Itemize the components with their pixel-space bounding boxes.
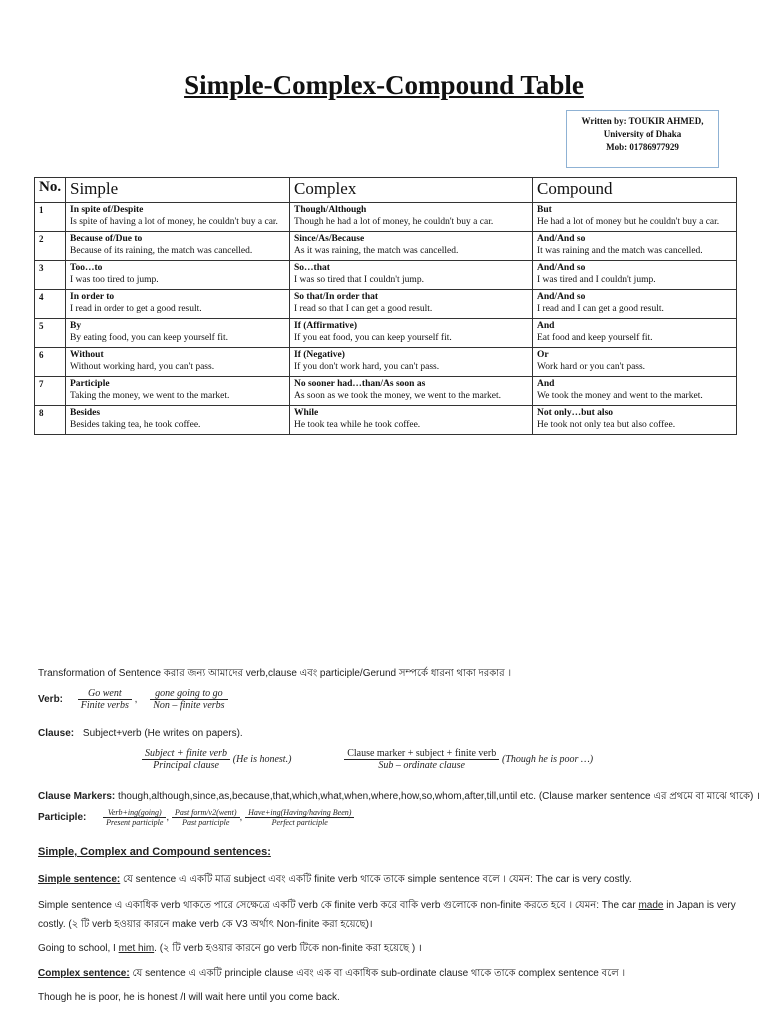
compound-connector: Not only…but also xyxy=(537,408,614,418)
complex-cell xyxy=(290,232,533,261)
complex-connector: If (Affirmative) xyxy=(294,321,358,331)
complex-connector: Since/As/Because xyxy=(294,234,365,244)
row-number-cell xyxy=(35,319,66,348)
complex-cell xyxy=(290,203,533,232)
simple-example: I was too tired to jump. xyxy=(70,275,159,285)
row-number: 5 xyxy=(39,321,44,331)
compound-cell xyxy=(533,203,737,232)
row-number: 3 xyxy=(39,263,44,273)
row-number: 8 xyxy=(39,408,44,418)
principal-clause-fraction xyxy=(142,748,230,771)
compound-example: Work hard or you can't pass. xyxy=(537,362,646,372)
complex-connector: While xyxy=(294,408,319,418)
complex-connector: Though/Although xyxy=(294,205,367,215)
sentence-table xyxy=(34,177,737,435)
complex-cell xyxy=(290,261,533,290)
table-row xyxy=(35,261,737,290)
simple-cell xyxy=(66,261,290,290)
past-participle-label: Past participle xyxy=(182,818,230,827)
complex-example: Though he had a lot of money, he couldn't buy a car. xyxy=(294,217,494,227)
complex-cell xyxy=(290,377,533,406)
complex-connector: So that/In order that xyxy=(294,292,379,302)
simple-example: I read in order to get a good result. xyxy=(70,304,202,314)
past-participle-fraction xyxy=(172,808,240,827)
row-number: 4 xyxy=(39,292,44,302)
table-row xyxy=(35,319,737,348)
simple-sentence-def xyxy=(38,872,632,889)
table-row xyxy=(35,377,737,406)
simple-sentence-note xyxy=(38,898,736,915)
simple-cell xyxy=(66,377,290,406)
header-simple: Simple xyxy=(66,178,290,203)
row-number-cell xyxy=(35,232,66,261)
simple-cell xyxy=(66,406,290,435)
compound-example: I was tired and I couldn't jump. xyxy=(537,275,656,285)
clause-markers-label: Clause Markers: xyxy=(38,791,116,802)
subordinate-clause-example: (Though he is poor …) xyxy=(501,754,594,766)
simple-example: Because of its raining, the match was cancelled. xyxy=(70,246,253,256)
complex-sentence-text: যে sentence এ একটি principle clause এবং এক বা একাধিক sub-ordinate clause থাকে তাকে complex sentence বলে । xyxy=(132,968,626,979)
intro-text: Transformation of Sentence করার জন্য আমাদের verb,clause এবং participle/Gerund সম্পর্কে ধারনা থাকা দরকার । xyxy=(38,668,512,679)
compound-cell xyxy=(533,406,737,435)
row-number: 7 xyxy=(39,379,44,389)
simple-cell xyxy=(66,232,290,261)
past-participle-example: Past form/v2(went) xyxy=(172,808,240,818)
complex-cell xyxy=(290,406,533,435)
row-number-cell xyxy=(35,261,66,290)
verb-line: Verb: $\frac{\text{Go went}}{\text{Finite verbs}}$ , $\frac{\text{gone going to go}}{\text{Non – finite verbs}}$ xyxy=(38,688,228,711)
clause-label: Clause: xyxy=(38,728,75,739)
participle-line: Participle: $\frac{\text{Verb+ing(going)}}{\text{Present participle}}$ , $\frac{\text{Past form/v2(went)}}{\text{Past participle}}$ , $\frac{\text{Have+ing(Having/having Been)}}{\text{Perfect participle}}$ xyxy=(38,808,354,827)
table-row xyxy=(35,232,737,261)
present-participle-example: Verb+ing(going) xyxy=(103,808,166,818)
simple-note-part2: in Japan is very xyxy=(663,900,736,911)
row-number: 1 xyxy=(39,205,44,215)
table-row xyxy=(35,203,737,232)
row-number-cell xyxy=(35,290,66,319)
going-part2: . (২ টি verb হওয়ার কারনে go verb টিকে non-finite করা হয়েছে ) । xyxy=(154,943,422,954)
complex-example: I was so tired that I couldn't jump. xyxy=(294,275,424,285)
complex-connector: So…that xyxy=(294,263,330,273)
compound-connector: But xyxy=(537,205,552,215)
subordinate-clause-label: Sub – ordinate clause xyxy=(378,760,465,771)
simple-cell xyxy=(66,348,290,377)
compound-example: We took the money and went to the market. xyxy=(537,391,703,401)
table-row xyxy=(35,348,737,377)
principal-clause-formula: Subject + finite verb xyxy=(142,748,230,760)
complex-example: As it was raining, the match was cancelled. xyxy=(294,246,459,256)
table-row xyxy=(35,406,737,435)
clause-definition: Subject+verb (He writes on papers). xyxy=(82,728,243,739)
present-participle-fraction xyxy=(103,808,166,827)
complex-example: As soon as we took the money, we went to the market. xyxy=(294,391,502,401)
simple-example: By eating food, you can keep yourself fit. xyxy=(70,333,229,343)
complex-sentence-example: Though he is poor, he is honest /I will wait here until you come back. xyxy=(38,992,340,1003)
simple-connector: In spite of/Despite xyxy=(70,205,144,215)
compound-example: Eat food and keep yourself fit. xyxy=(537,333,653,343)
complex-cell xyxy=(290,348,533,377)
clause-markers-line xyxy=(38,788,760,806)
clause-types-line xyxy=(142,748,593,771)
compound-cell xyxy=(533,348,737,377)
simple-sentence-note-cont: costly. (২ টি verb হওয়ার কারনে make verb কে V3 অর্থাৎ Non-finite করা হয়েছে)। xyxy=(38,919,373,930)
compound-cell xyxy=(533,319,737,348)
simple-connector: By xyxy=(70,321,82,331)
compound-cell xyxy=(533,261,737,290)
compound-example: He took not only tea but also coffee. xyxy=(537,420,676,430)
complex-example: If you eat food, you can keep yourself fit. xyxy=(294,333,452,343)
complex-sentence-def xyxy=(38,966,625,983)
simple-connector: Too…to xyxy=(70,263,103,273)
complex-cell xyxy=(290,319,533,348)
going-part1: Going to school, I xyxy=(38,943,119,954)
finite-verbs-examples: Go went xyxy=(78,688,132,700)
row-number: 6 xyxy=(39,350,44,360)
complex-connector: If (Negative) xyxy=(294,350,345,360)
going-met-him: met him xyxy=(118,943,155,954)
nonfinite-verbs-label: Non – finite verbs xyxy=(153,700,225,711)
participle-label: Participle: xyxy=(38,812,87,824)
compound-example: He had a lot of money but he couldn't buy a car. xyxy=(537,217,720,227)
compound-connector: And xyxy=(537,379,555,389)
compound-connector: And/And so xyxy=(537,234,586,244)
complex-example: He took tea while he took coffee. xyxy=(294,420,421,430)
verb-label: Verb: xyxy=(38,694,64,706)
author-name: Written by: TOUKIR AHMED, xyxy=(581,116,704,126)
perfect-participle-fraction xyxy=(245,808,354,827)
simple-cell xyxy=(66,203,290,232)
table-row xyxy=(35,290,737,319)
author-box xyxy=(566,110,719,168)
simple-note-made: made xyxy=(638,900,664,911)
simple-example: Without working hard, you can't pass. xyxy=(70,362,215,372)
simple-connector: Participle xyxy=(70,379,110,389)
going-example xyxy=(38,940,422,958)
perfect-participle-label: Perfect participle xyxy=(271,818,328,827)
compound-cell xyxy=(533,290,737,319)
complex-example: I read so that I can get a good result. xyxy=(294,304,433,314)
row-number: 2 xyxy=(39,234,44,244)
header-no: No. xyxy=(35,178,66,203)
complex-connector: No sooner had…than/As soon as xyxy=(294,379,426,389)
compound-connector: And/And so xyxy=(537,263,586,273)
principal-clause-label: Principal clause xyxy=(153,760,219,771)
row-number-cell xyxy=(35,406,66,435)
compound-example: It was raining and the match was cancelled. xyxy=(537,246,703,256)
header-compound: Compound xyxy=(533,178,737,203)
simple-connector: Without xyxy=(70,350,104,360)
simple-connector: Because of/Due to xyxy=(70,234,143,244)
simple-note-part1: Simple sentence এ একাধিক verb থাকতে পারে সেক্ষেত্রে একটি verb কে finite verb করে বাকি verb গুলোকে non-finite করতে হবে । যেমন: The car xyxy=(38,900,639,911)
principal-clause-example: (He is honest.) xyxy=(232,754,292,766)
simple-connector: Besides xyxy=(70,408,101,418)
compound-cell xyxy=(533,377,737,406)
row-number-cell xyxy=(35,348,66,377)
simple-cell xyxy=(66,290,290,319)
compound-cell xyxy=(533,232,737,261)
complex-example: If you don't work hard, you can't pass. xyxy=(294,362,440,372)
subordinate-clause-formula: Clause marker + subject + finite verb xyxy=(344,748,499,760)
subordinate-clause-fraction xyxy=(344,748,499,771)
author-university: University of Dhaka xyxy=(603,129,682,139)
simple-sentence-text: যে sentence এ একটি মাত্র subject এবং একটি finite verb থাকে তাকে simple sentence বলে । যেমন: The car is very costly. xyxy=(123,874,632,885)
header-complex: Complex xyxy=(290,178,533,203)
clause-markers-list: though,although,since,as,because,that,which,what,when,where,how,so,whom,after,till,until etc. (Clause marker sentence এর প্রথমে বা মাঝে থাকে) । xyxy=(118,791,760,802)
finite-verbs-fraction xyxy=(78,688,132,711)
author-phone: Mob: 01786977929 xyxy=(606,142,679,152)
compound-connector: And xyxy=(537,321,555,331)
compound-example: I read and I can get a good result. xyxy=(537,304,664,314)
simple-example: Is spite of having a lot of money, he couldn't buy a car. xyxy=(70,217,278,227)
page-title: Simple-Complex-Compound Table xyxy=(184,70,584,100)
compound-connector: And/And so xyxy=(537,292,586,302)
complex-cell xyxy=(290,290,533,319)
nonfinite-verbs-fraction xyxy=(150,688,227,711)
simple-example: Besides taking tea, he took coffee. xyxy=(70,420,201,430)
row-number-cell xyxy=(35,377,66,406)
clause-line xyxy=(38,728,243,739)
compound-connector: Or xyxy=(537,350,549,360)
complex-sentence-label: Complex sentence: xyxy=(38,968,130,979)
perfect-participle-example: Have+ing(Having/having Been) xyxy=(245,808,354,818)
finite-verbs-label: Finite verbs xyxy=(80,700,129,711)
row-number-cell xyxy=(35,203,66,232)
simple-connector: In order to xyxy=(70,292,115,302)
simple-example: Taking the money, we went to the market. xyxy=(70,391,230,401)
simple-cell xyxy=(66,319,290,348)
present-participle-label: Present participle xyxy=(106,818,164,827)
section-heading: Simple, Complex and Compound sentences: xyxy=(38,846,271,858)
nonfinite-verbs-examples: gone going to go xyxy=(150,688,227,700)
table-header-row xyxy=(35,178,737,203)
simple-sentence-label: Simple sentence: xyxy=(38,874,121,885)
